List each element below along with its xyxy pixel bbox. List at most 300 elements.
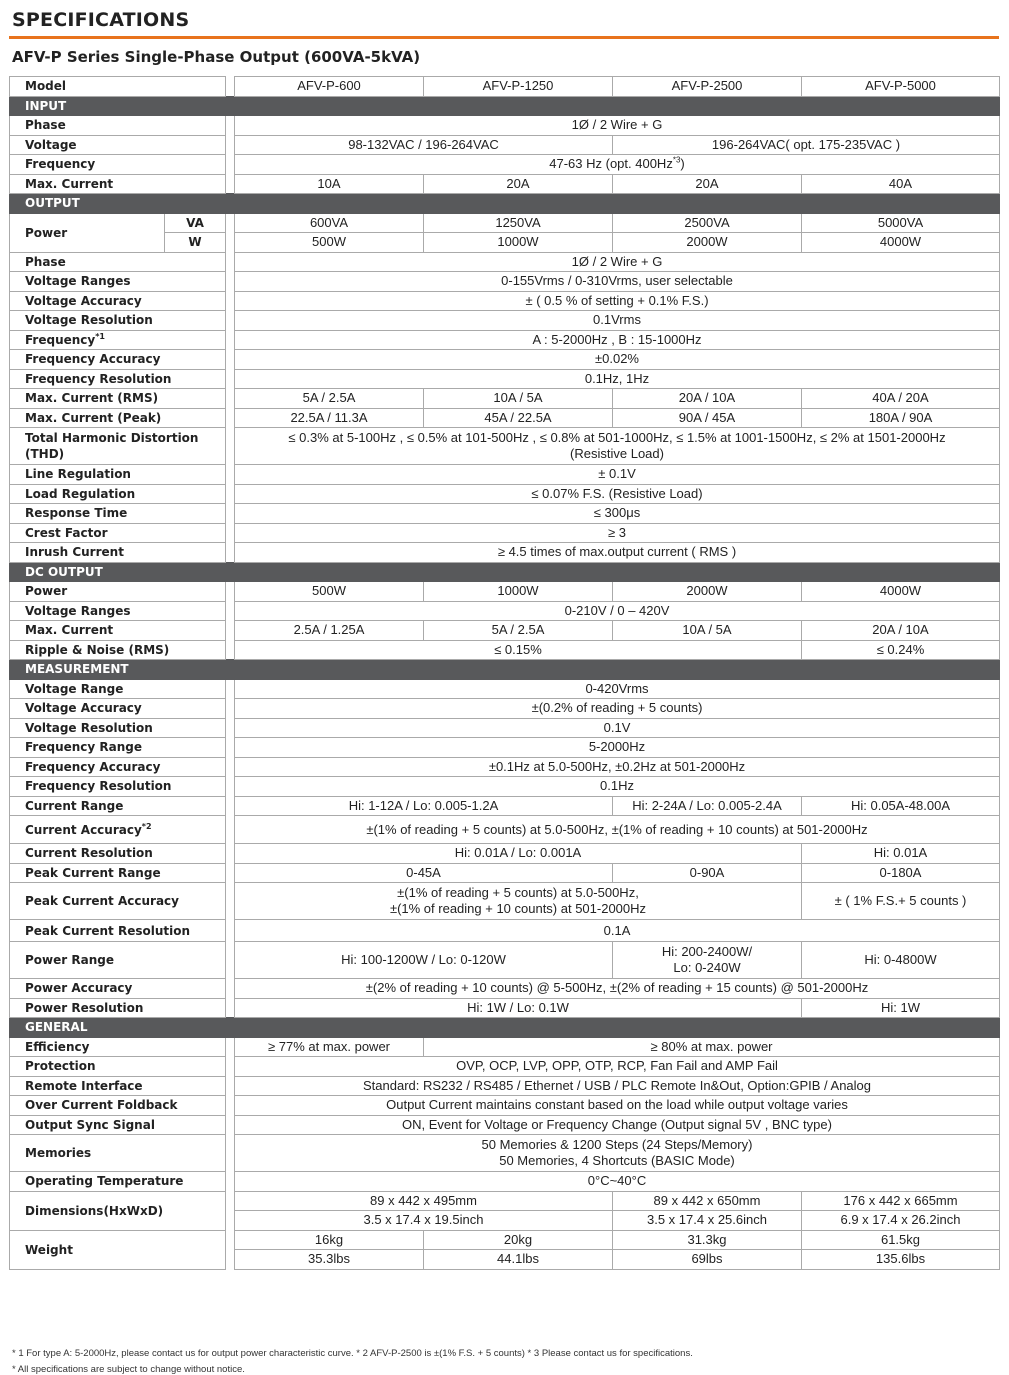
spec-value bbox=[235, 213, 424, 233]
spec-value bbox=[802, 233, 1000, 253]
spec-value-text: 2000W bbox=[686, 234, 728, 250]
spec-value-text: 0°C~40°C bbox=[587, 1173, 647, 1189]
spec-value-text: 40A bbox=[888, 175, 913, 191]
spec-label-text: Weight bbox=[25, 1242, 73, 1257]
spec-value bbox=[235, 428, 1000, 465]
column-gap bbox=[226, 1172, 235, 1192]
spec-label bbox=[10, 1172, 226, 1192]
column-gap bbox=[226, 863, 235, 883]
spec-row bbox=[10, 718, 1000, 738]
spec-value-text: 35.3lbs bbox=[308, 1251, 350, 1267]
column-gap bbox=[226, 699, 235, 719]
spec-label bbox=[10, 863, 226, 883]
spec-value bbox=[235, 77, 424, 97]
spec-value-text: ≤ 0.07% F.S. (Resistive Load) bbox=[531, 485, 703, 501]
spec-value-text: 0-90A bbox=[689, 864, 725, 880]
spec-value bbox=[235, 757, 1000, 777]
column-gap bbox=[226, 272, 235, 292]
spec-row bbox=[10, 465, 1000, 485]
spec-label bbox=[10, 699, 226, 719]
spec-value-text: Hi: 0.05A-48.00A bbox=[850, 797, 950, 813]
spec-label-text: Voltage Resolution bbox=[25, 313, 153, 328]
column-gap bbox=[226, 920, 235, 942]
spec-value bbox=[235, 465, 1000, 485]
spec-value-text: 6.9 x 17.4 x 26.2inch bbox=[840, 1212, 961, 1228]
spec-value-text: Hi: 1-12A / Lo: 0.005-1.2A bbox=[348, 797, 499, 813]
spec-value-text: 10A / 5A bbox=[682, 622, 732, 638]
spec-value-text: AFV-P-1250 bbox=[482, 78, 554, 94]
spec-value bbox=[235, 998, 802, 1018]
section-title: OUTPUT bbox=[10, 194, 1000, 214]
spec-value-text: 98-132VAC / 196-264VAC bbox=[348, 136, 499, 152]
spec-value-text: 2.5A / 1.25A bbox=[293, 622, 365, 638]
spec-row bbox=[10, 1191, 1000, 1211]
spec-value bbox=[235, 816, 1000, 844]
spec-value bbox=[235, 389, 424, 409]
column-gap bbox=[226, 155, 235, 175]
spec-value-line: ±(1% of reading + 5 counts) at 5.0-500Hz, bbox=[397, 885, 639, 900]
section-header bbox=[10, 194, 1000, 214]
spec-label-text: Frequency Range bbox=[25, 740, 143, 755]
column-gap bbox=[226, 484, 235, 504]
spec-value-text: 2000W bbox=[686, 583, 728, 599]
spec-value-text: A : 5-2000Hz , B : 15-1000Hz bbox=[532, 331, 702, 347]
spec-value bbox=[802, 174, 1000, 194]
spec-value-text: 0-155Vrms / 0-310Vrms, user selectable bbox=[501, 273, 733, 289]
spec-value bbox=[235, 523, 1000, 543]
section-title: INPUT bbox=[10, 96, 1000, 116]
spec-label bbox=[10, 465, 226, 485]
spec-value-text: 4000W bbox=[879, 234, 922, 250]
spec-label-text: Memories bbox=[25, 1146, 92, 1160]
spec-label-text: Response Time bbox=[25, 506, 128, 521]
spec-label bbox=[10, 844, 226, 864]
spec-value-text: AFV-P-600 bbox=[297, 78, 361, 94]
spec-row bbox=[10, 601, 1000, 621]
spec-label bbox=[10, 757, 226, 777]
spec-label-text: Max. Current (Peak) bbox=[25, 410, 162, 425]
spec-value bbox=[424, 233, 613, 253]
spec-value bbox=[802, 582, 1000, 602]
spec-label-text: Phase bbox=[25, 254, 66, 269]
spec-label-text: Voltage bbox=[25, 137, 77, 152]
spec-value-text: 20A / 10A bbox=[872, 622, 929, 638]
spec-label-text: Frequency Accuracy bbox=[25, 759, 161, 774]
spec-row bbox=[10, 311, 1000, 331]
spec-value-text: ±0.02% bbox=[595, 351, 639, 367]
spec-value bbox=[613, 863, 802, 883]
spec-label bbox=[10, 523, 226, 543]
spec-value-text: 5A / 2.5A bbox=[491, 622, 545, 638]
spec-value bbox=[235, 1211, 613, 1231]
spec-row bbox=[10, 777, 1000, 797]
spec-value bbox=[235, 863, 613, 883]
spec-value-text: ≤ 0.15% bbox=[494, 641, 542, 657]
page-title: SPECIFICATIONS bbox=[12, 9, 190, 31]
spec-row bbox=[10, 998, 1000, 1018]
spec-value bbox=[802, 213, 1000, 233]
spec-row bbox=[10, 504, 1000, 524]
spec-sublabel: W bbox=[165, 233, 226, 253]
spec-value-line: (Resistive Load) bbox=[570, 446, 664, 461]
spec-value bbox=[802, 621, 1000, 641]
spec-label bbox=[10, 543, 226, 563]
spec-value bbox=[802, 1191, 1000, 1211]
spec-label-text: Operating Temperature bbox=[25, 1174, 184, 1189]
spec-label-text: Peak Current Range bbox=[25, 865, 161, 880]
spec-label-text: Model bbox=[25, 79, 67, 94]
column-gap bbox=[226, 582, 235, 602]
spec-value bbox=[235, 1115, 1000, 1135]
spec-value bbox=[802, 1250, 1000, 1270]
column-gap bbox=[226, 77, 235, 97]
spec-value bbox=[613, 582, 802, 602]
spec-value-text: ±0.1Hz at 5.0-500Hz, ±0.2Hz at 501-2000Hz bbox=[488, 758, 746, 774]
spec-value-text: ±(1% of reading + 5 counts) at 5.0-500Hz, ±(1% of reading + 10 counts) at 501-2000Hz bbox=[366, 821, 868, 837]
spec-row bbox=[10, 863, 1000, 883]
spec-label-text: Output Sync Signal bbox=[25, 1117, 155, 1132]
spec-value bbox=[613, 1191, 802, 1211]
spec-label-text: Peak Current Resolution bbox=[25, 923, 191, 938]
spec-label-text: Current Range bbox=[25, 798, 124, 813]
column-gap bbox=[226, 523, 235, 543]
spec-row bbox=[10, 979, 1000, 999]
spec-value bbox=[235, 844, 802, 864]
spec-value bbox=[235, 1191, 613, 1211]
spec-label-text: Current Resolution bbox=[25, 846, 153, 861]
spec-value-text: 47-63 Hz (opt. 400Hz bbox=[549, 156, 673, 172]
section-title: MEASUREMENT bbox=[10, 660, 1000, 680]
title-divider bbox=[9, 36, 999, 39]
column-gap bbox=[226, 1037, 235, 1057]
spec-value bbox=[802, 389, 1000, 409]
spec-row bbox=[10, 484, 1000, 504]
column-gap bbox=[226, 252, 235, 272]
spec-value-text: 22.5A / 11.3A bbox=[290, 409, 368, 425]
spec-value-text: 1Ø / 2 Wire + G bbox=[571, 117, 663, 133]
spec-label bbox=[10, 679, 226, 699]
spec-value bbox=[235, 369, 1000, 389]
spec-value bbox=[802, 640, 1000, 660]
spec-value bbox=[613, 621, 802, 641]
footnote-ref: *3 bbox=[672, 155, 681, 165]
spec-value-text: 3.5 x 17.4 x 19.5inch bbox=[363, 1212, 484, 1228]
footnote-line-1: * 1 For type A: 5-2000Hz, please contact us for output power characteristic curve. * 2 AFV-P-2500 is ±(1% F.S. + 5 counts) * 3 Please contact us for specifications. bbox=[12, 1348, 693, 1359]
section-header bbox=[10, 660, 1000, 680]
spec-label bbox=[10, 582, 226, 602]
spec-row bbox=[10, 1115, 1000, 1135]
spec-label bbox=[10, 718, 226, 738]
spec-value bbox=[235, 311, 1000, 331]
column-gap bbox=[226, 979, 235, 999]
spec-value bbox=[235, 350, 1000, 370]
spec-value bbox=[424, 1230, 613, 1250]
spec-value bbox=[802, 408, 1000, 428]
spec-value bbox=[613, 213, 802, 233]
spec-value-text: 61.5kg bbox=[880, 1231, 921, 1247]
spec-value bbox=[613, 174, 802, 194]
spec-label-text: Power bbox=[25, 584, 68, 599]
spec-value bbox=[424, 1250, 613, 1270]
spec-label bbox=[10, 777, 226, 797]
spec-row bbox=[10, 116, 1000, 136]
spec-value bbox=[235, 1037, 424, 1057]
spec-row bbox=[10, 369, 1000, 389]
column-gap bbox=[226, 718, 235, 738]
spec-row bbox=[10, 408, 1000, 428]
spec-value bbox=[424, 621, 613, 641]
spec-label bbox=[10, 1191, 226, 1230]
spec-value bbox=[424, 77, 613, 97]
spec-value-text: 180A / 90A bbox=[868, 409, 933, 425]
spec-value bbox=[424, 389, 613, 409]
spec-value bbox=[235, 408, 424, 428]
spec-value-text: 90A / 45A bbox=[678, 409, 736, 425]
spec-label-text: Frequency Resolution bbox=[25, 371, 172, 386]
spec-value-text: 600VA bbox=[309, 214, 349, 230]
spec-row bbox=[10, 679, 1000, 699]
spec-value-text: 89 x 442 x 650mm bbox=[653, 1192, 761, 1208]
spec-label-text: Remote Interface bbox=[25, 1078, 143, 1093]
spec-value-text: 196-264VAC( opt. 175-235VAC ) bbox=[711, 136, 901, 152]
spec-value bbox=[802, 796, 1000, 816]
spec-label bbox=[10, 1135, 226, 1172]
spec-label-text: Phase bbox=[25, 118, 66, 133]
spec-label bbox=[10, 1057, 226, 1077]
column-gap bbox=[226, 1191, 235, 1230]
spec-value-text: Output Current maintains constant based on the load while output voltage varies bbox=[386, 1097, 848, 1113]
spec-label-text: Current Accuracy bbox=[25, 822, 142, 837]
spec-label bbox=[10, 484, 226, 504]
spec-row bbox=[10, 389, 1000, 409]
spec-value-text: ) bbox=[680, 156, 685, 172]
column-gap bbox=[226, 1057, 235, 1077]
spec-row bbox=[10, 77, 1000, 97]
spec-value bbox=[235, 484, 1000, 504]
spec-row bbox=[10, 428, 1000, 465]
spec-value-text: 3.5 x 17.4 x 25.6inch bbox=[647, 1212, 767, 1228]
spec-value bbox=[235, 640, 802, 660]
spec-label bbox=[10, 1230, 226, 1269]
spec-value-text: 0.1Hz bbox=[600, 778, 634, 794]
column-gap bbox=[226, 116, 235, 136]
spec-row bbox=[10, 883, 1000, 920]
spec-value bbox=[613, 1230, 802, 1250]
spec-value bbox=[235, 942, 613, 979]
spec-sublabel: VA bbox=[165, 213, 226, 233]
spec-value bbox=[424, 213, 613, 233]
spec-value-text: 89 x 442 x 495mm bbox=[370, 1192, 477, 1208]
spec-value bbox=[235, 920, 1000, 942]
spec-value-text: ≥ 80% at max. power bbox=[650, 1038, 773, 1054]
column-gap bbox=[226, 291, 235, 311]
spec-value bbox=[235, 272, 1000, 292]
spec-value bbox=[235, 504, 1000, 524]
spec-value-text: Standard: RS232 / RS485 / Ethernet / USB / PLC Remote In&Out, Option:GPIB / Analog bbox=[363, 1077, 871, 1093]
spec-row bbox=[10, 330, 1000, 350]
spec-value-text: 0.1Vrms bbox=[593, 312, 641, 328]
spec-value-text: ≥ 3 bbox=[608, 524, 626, 540]
section-header bbox=[10, 1018, 1000, 1038]
spec-row bbox=[10, 582, 1000, 602]
spec-label bbox=[10, 77, 226, 97]
spec-value-text: 0.1V bbox=[603, 719, 631, 735]
spec-row bbox=[10, 920, 1000, 942]
spec-value-line: Lo: 0-240W bbox=[673, 960, 741, 975]
spec-value-line: 50 Memories & 1200 Steps (24 Steps/Memory) bbox=[481, 1137, 753, 1152]
spec-value-text: 20A / 10A bbox=[678, 390, 736, 406]
spec-value bbox=[424, 582, 613, 602]
spec-value-text: 0.1Hz, 1Hz bbox=[584, 370, 650, 386]
spec-value bbox=[613, 389, 802, 409]
spec-value-line: Hi: 200-2400W/ bbox=[661, 944, 753, 959]
spec-value bbox=[613, 135, 1000, 155]
column-gap bbox=[226, 777, 235, 797]
spec-value bbox=[613, 77, 802, 97]
column-gap bbox=[226, 796, 235, 816]
spec-value-text: 2500VA bbox=[684, 214, 730, 230]
spec-value-text: 1250VA bbox=[495, 214, 541, 230]
spec-value bbox=[235, 601, 1000, 621]
spec-value-text: 500W bbox=[312, 583, 346, 599]
spec-value-text: ≥ 4.5 times of max.output current ( RMS ) bbox=[497, 544, 737, 560]
spec-row bbox=[10, 816, 1000, 844]
spec-value-text: ± 0.1V bbox=[598, 466, 636, 482]
spec-value bbox=[235, 777, 1000, 797]
spec-label bbox=[10, 116, 226, 136]
spec-value bbox=[235, 738, 1000, 758]
column-gap bbox=[226, 174, 235, 194]
spec-label-text: Voltage Accuracy bbox=[25, 701, 142, 716]
spec-value-text: Hi: 0-4800W bbox=[864, 952, 937, 967]
spec-label-text: Peak Current Accuracy bbox=[25, 894, 179, 908]
spec-value-text: 40A / 20A bbox=[872, 390, 929, 406]
column-gap bbox=[226, 311, 235, 331]
spec-value bbox=[235, 233, 424, 253]
spec-label bbox=[10, 389, 226, 409]
spec-row bbox=[10, 796, 1000, 816]
spec-value-text: 1000W bbox=[497, 583, 539, 599]
column-gap bbox=[226, 640, 235, 660]
spec-label bbox=[10, 920, 226, 942]
spec-value bbox=[613, 408, 802, 428]
spec-value-text: 1Ø / 2 Wire + G bbox=[571, 253, 663, 269]
column-gap bbox=[226, 213, 235, 252]
spec-value bbox=[235, 796, 613, 816]
spec-value bbox=[235, 979, 1000, 999]
spec-label-text: Voltage Resolution bbox=[25, 720, 153, 735]
spec-value bbox=[802, 844, 1000, 864]
spec-label bbox=[10, 174, 226, 194]
spec-row bbox=[10, 523, 1000, 543]
spec-value-text: Hi: 1W bbox=[881, 999, 920, 1015]
spec-value-text: 44.1lbs bbox=[497, 1251, 539, 1267]
column-gap bbox=[226, 1096, 235, 1116]
spec-value bbox=[424, 174, 613, 194]
spec-value-text: 5A / 2.5A bbox=[302, 390, 356, 406]
spec-value-text: 0-210V / 0 – 420V bbox=[564, 602, 670, 618]
section-header bbox=[10, 562, 1000, 582]
spec-value-text: AFV-P-2500 bbox=[671, 78, 743, 94]
spec-value bbox=[424, 408, 613, 428]
spec-label-text: Line Regulation bbox=[25, 467, 131, 482]
spec-label bbox=[10, 601, 226, 621]
column-gap bbox=[226, 330, 235, 350]
spec-label-text: Power bbox=[25, 225, 68, 240]
spec-value-text: AFV-P-5000 bbox=[865, 78, 936, 94]
spec-value-text: 5-2000Hz bbox=[588, 739, 646, 755]
section-title: DC OUTPUT bbox=[10, 562, 1000, 582]
spec-label-text: Max. Current bbox=[25, 176, 114, 191]
column-gap bbox=[226, 883, 235, 920]
column-gap bbox=[226, 350, 235, 370]
spec-value-text: Hi: 2-24A / Lo: 0.005-2.4A bbox=[632, 797, 782, 813]
spec-value bbox=[235, 883, 802, 920]
spec-value-text: 20A bbox=[506, 175, 530, 191]
column-gap bbox=[226, 135, 235, 155]
spec-value bbox=[802, 998, 1000, 1018]
column-gap bbox=[226, 543, 235, 563]
spec-value-text: Hi: 0.01A bbox=[873, 845, 928, 861]
spec-value bbox=[235, 330, 1000, 350]
spec-label bbox=[10, 311, 226, 331]
spec-value-text: 31.3kg bbox=[687, 1231, 727, 1247]
spec-label-text: Ripple & Noise (RMS) bbox=[25, 642, 170, 657]
spec-value bbox=[235, 1076, 1000, 1096]
spec-label bbox=[10, 428, 226, 465]
spec-row bbox=[10, 844, 1000, 864]
spec-value-text: 16kg bbox=[314, 1231, 344, 1247]
spec-value bbox=[235, 1230, 424, 1250]
spec-label bbox=[10, 252, 226, 272]
spec-value bbox=[235, 718, 1000, 738]
spec-label bbox=[10, 155, 226, 175]
column-gap bbox=[226, 428, 235, 465]
spec-value bbox=[235, 1057, 1000, 1077]
spec-value bbox=[613, 1250, 802, 1270]
footnote-ref: *1 bbox=[95, 331, 105, 341]
spec-row bbox=[10, 942, 1000, 979]
spec-row bbox=[10, 213, 1000, 233]
column-gap bbox=[226, 1076, 235, 1096]
spec-value bbox=[424, 1037, 1000, 1057]
spec-value bbox=[235, 1096, 1000, 1116]
spec-row bbox=[10, 1037, 1000, 1057]
spec-value bbox=[235, 291, 1000, 311]
spec-value bbox=[235, 1135, 1000, 1172]
spec-label bbox=[10, 350, 226, 370]
column-gap bbox=[226, 389, 235, 409]
spec-value-text: Hi: 0.01A / Lo: 0.001A bbox=[454, 845, 582, 861]
spec-label-text: Power Range bbox=[25, 953, 114, 967]
footnote-line-2: * All specifications are subject to change without notice. bbox=[12, 1364, 245, 1375]
spec-value-text: 20A bbox=[695, 175, 719, 191]
column-gap bbox=[226, 679, 235, 699]
spec-value-text: ±(0.2% of reading + 5 counts) bbox=[531, 700, 703, 716]
spec-label bbox=[10, 135, 226, 155]
spec-row bbox=[10, 757, 1000, 777]
spec-value-text: ≤ 0.24% bbox=[876, 641, 925, 657]
column-gap bbox=[226, 757, 235, 777]
spec-label-text: Total Harmonic Distortion (THD) bbox=[25, 431, 199, 461]
spec-value-text: 176 x 442 x 665mm bbox=[843, 1192, 958, 1208]
spec-label-text: Voltage Ranges bbox=[25, 603, 131, 618]
spec-row bbox=[10, 350, 1000, 370]
spec-value bbox=[235, 116, 1000, 136]
spec-value bbox=[802, 77, 1000, 97]
spec-value-text: Hi: 100-1200W / Lo: 0-120W bbox=[341, 952, 506, 967]
spec-row bbox=[10, 155, 1000, 175]
